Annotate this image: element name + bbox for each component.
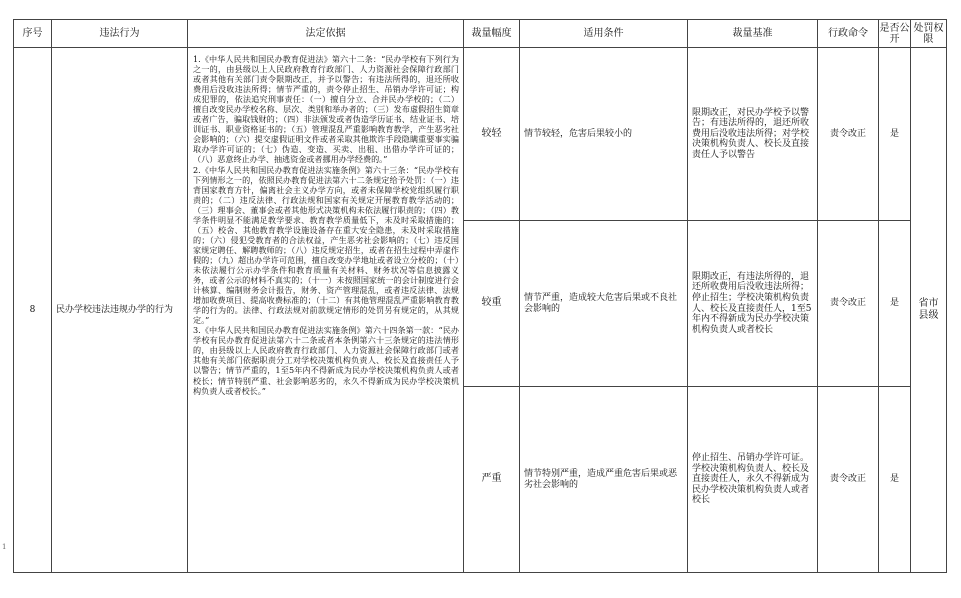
header-condition: 适用条件: [520, 20, 688, 48]
standard-cell: 停止招生、吊销办学许可证。学校决策机构负责人、校长及直接责任人，永久不得新成为民办学校决策机构负责人或者校长: [688, 387, 818, 573]
header-standard: 裁量基准: [688, 20, 818, 48]
margin-mark: 1: [2, 543, 7, 551]
standard-cell: 限期改正，有违法所得的，退还所收费用后没收违法所得；停止招生；学校决策机构负责人、校长及直接责任人，1至5年内不得新成为民办学校决策机构负责人或者校长: [688, 221, 818, 387]
header-range: 裁量幅度: [464, 20, 520, 48]
header-seq: 序号: [14, 20, 52, 48]
header-order: 行政命令: [818, 20, 879, 48]
header-behavior: 违法行为: [52, 20, 188, 48]
public-cell: 是: [879, 221, 911, 387]
authority-cell: 省市县级: [911, 48, 947, 573]
penalty-discretion-table: [13, 19, 947, 573]
header-row: [14, 20, 947, 48]
condition-cell: 情节较轻，危害后果较小的: [520, 48, 688, 221]
condition-cell: 情节严重，造成较大危害后果或不良社会影响的: [520, 221, 688, 387]
basis-paragraph: 3.《中华人民共和国民办教育促进法实施条例》第六十四条第一款：“民办学校有民办教育促进法第六十二条或者本条例第六十三条规定的违法情形的，由县级以上人民政府教育行政部门、人力资源社会保障行政部门或者其他有关部门依据职责分工对学校决策机构负责人、校长及直接责任人予以警告；情节严重的，1至5年内不得新成为民办学校决策机构负责人或者校长；情节特别严重、社会影响恶劣的，永久不得新成为民办学校决策机构负责人或者校长。”: [193, 325, 459, 396]
condition-cell: 情节特别严重，造成严重危害后果或恶劣社会影响的: [520, 387, 688, 573]
table-row: [14, 48, 947, 221]
behavior-cell: 民办学校违法违规办学的行为: [52, 48, 188, 573]
basis-paragraph: 2.《中华人民共和国民办教育促进法实施条例》第六十三条：“民办学校有下列情形之一的，依照民办教育促进法第六十二条规定给予处罚：（一）违背国家教育方针，偏离社会主义办学方向，或者未保障学校党组织履行职责的；（二）违反法律、行政法规和国家有关规定开展教育教学活动的；（三）理事会、董事会或者其他形式决策机构未依法履行职责的；（四）教学条件明显不能满足教学要求、教育教学质量低下，未及时采取措施的；（五）校舍、其他教育教学设施设备存在重大安全隐患，未及时采取措施的；（六）侵犯受教育者的合法权益，产生恶劣社会影响的；（七）违反国家规定聘任、解聘教师的；（八）违反规定招生，或者在招生过程中弄虚作假的；（九）超出办学许可范围，擅自改变办学地址或者设立分校的；（十）未依法履行公示办学条件和教育质量有关材料、财务状况等信息披露义务，或者公示的材料不真实的；（十一）未按照国家统一的会计制度进行会计核算、编制财务会计报告，财务、资产管理混乱，或者违反法律、法规增加收费项目、提高收费标准的；（十二）有其他管理混乱严重影响教育教学的行为的。法律、行政法规对前款规定情形的处罚另有规定的，从其规定。”: [193, 164, 459, 326]
range-cell: 较轻: [464, 48, 520, 221]
seq-cell: 8: [14, 48, 52, 573]
public-cell: 是: [879, 387, 911, 573]
header-public: 是否公开: [879, 20, 911, 48]
order-cell: 责令改正: [818, 387, 879, 573]
standard-cell: 限期改正，对民办学校予以警告；有违法所得的，退还所收费用后没收违法所得；对学校决策机构负责人、校长及直接责任人予以警告: [688, 48, 818, 221]
order-cell: 责令改正: [818, 221, 879, 387]
header-basis: 法定依据: [188, 20, 464, 48]
basis-paragraph: 1.《中华人民共和国民办教育促进法》第六十二条：“民办学校有下列行为之一的，由县级以上人民政府教育行政部门、人力资源社会保障行政部门或者其他有关部门责令限期改正，并予以警告；有违法所得的，退还所收费用后没收违法所得；情节严重的，责令停止招生、吊销办学许可证；构成犯罪的，依法追究刑事责任：（一）擅自分立、合并民办学校的；（二）擅自改变民办学校名称、层次、类别和举办者的；（三）发布虚假招生简章或者广告，骗取钱财的；（四）非法颁发或者伪造学历证书、结业证书、培训证书、职业资格证书的；（五）管理混乱严重影响教育教学，产生恶劣社会影响的；（六）提交虚假证明文件或者采取其他欺诈手段隐瞒重要事实骗取办学许可证的；（七）伪造、变造、买卖、出租、出借办学许可证的；（八）恶意终止办学、抽逃资金或者挪用办学经费的。”: [193, 54, 459, 165]
range-cell: 较重: [464, 221, 520, 387]
range-cell: 严重: [464, 387, 520, 573]
header-authority: 处罚权限: [911, 20, 947, 48]
order-cell: 责令改正: [818, 48, 879, 221]
legal-basis-cell: [188, 48, 464, 573]
public-cell: 是: [879, 48, 911, 221]
